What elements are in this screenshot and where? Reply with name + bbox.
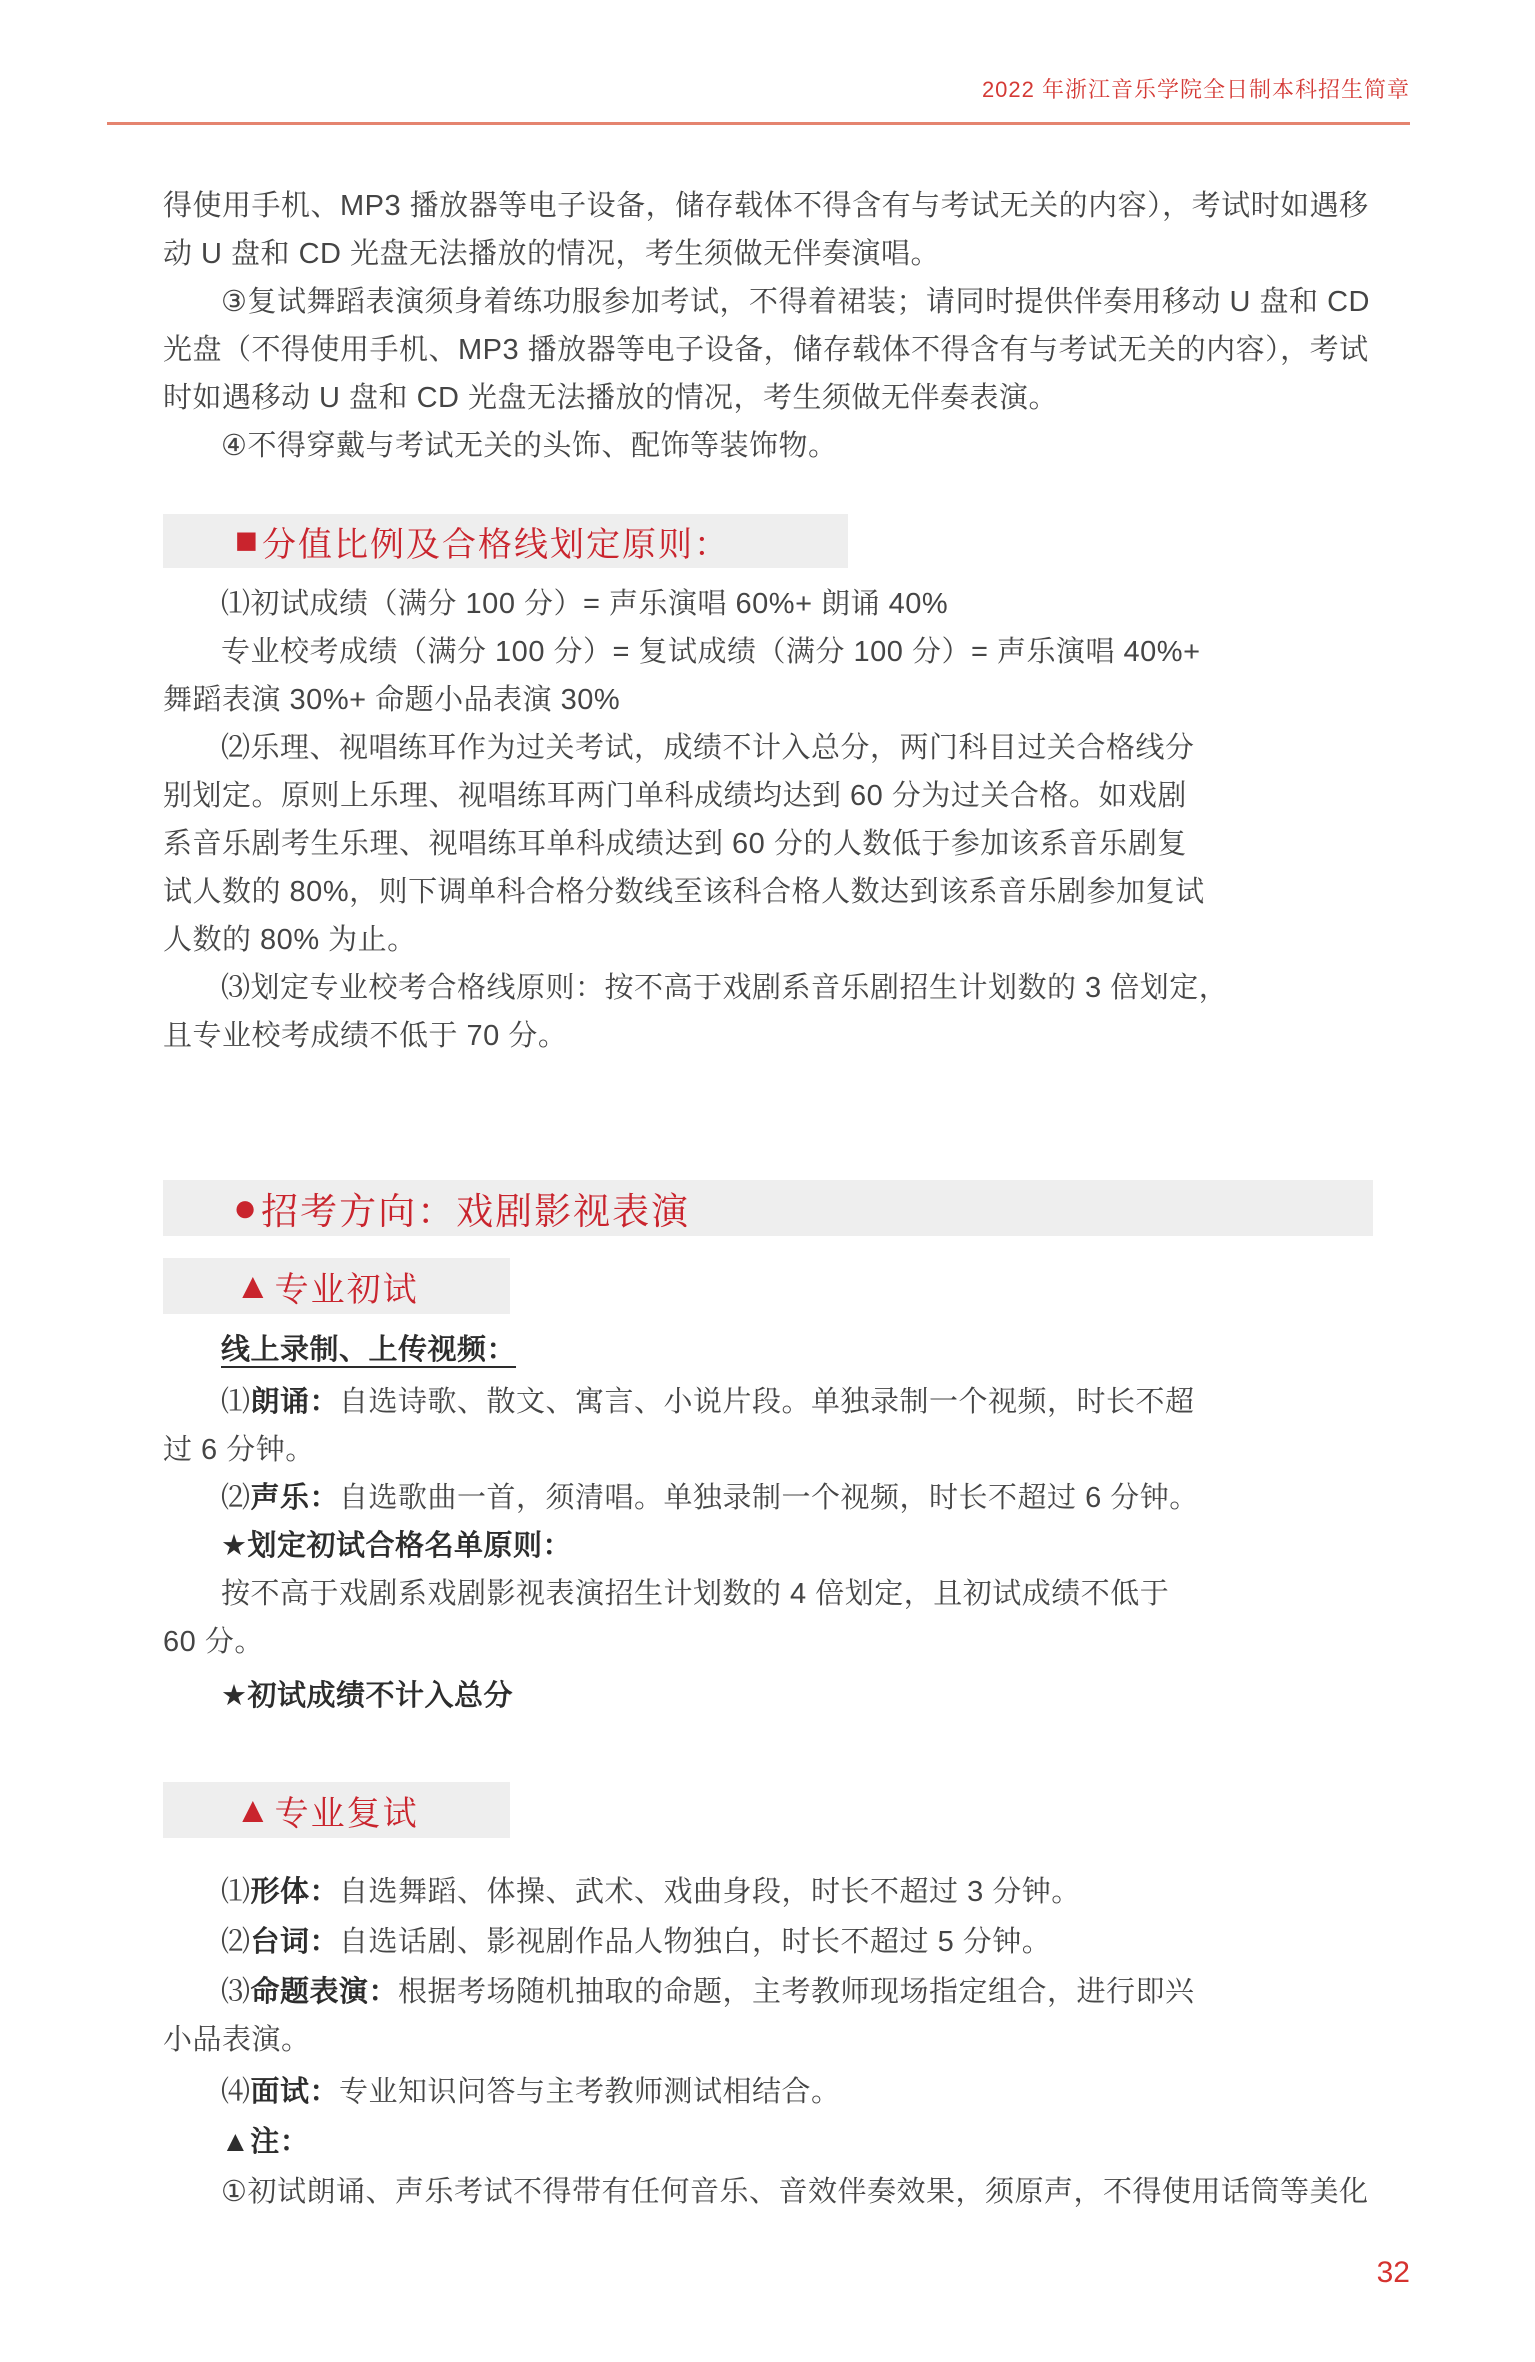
paragraph-vocal bbox=[163, 1474, 1443, 1522]
paragraph-continuation bbox=[163, 182, 1443, 278]
body-line-bold: ▲注： bbox=[221, 2126, 310, 2158]
body-line: 专业校考成绩（满分 100 分）= 复试成绩（满分 100 分）= 声乐演唱 40%+ bbox=[221, 636, 1201, 668]
body-line bbox=[163, 1968, 1443, 2016]
note-heading bbox=[163, 2118, 1443, 2166]
body-line: 小品表演。 bbox=[163, 2024, 311, 2056]
section-banner-title: 专业复试 bbox=[274, 1794, 419, 1833]
paragraph-note-1 bbox=[163, 2168, 1443, 2216]
online-upload-note bbox=[163, 1326, 1443, 1374]
body-line: ④不得穿戴与考试无关的头饰、配饰等装饰物。 bbox=[221, 430, 838, 462]
paragraph-interview bbox=[163, 2068, 1443, 2116]
paragraph-body-movement bbox=[163, 1868, 1443, 1916]
section-banner-second-round bbox=[163, 1782, 510, 1838]
paragraph-lines bbox=[163, 1918, 1443, 1966]
body-line bbox=[163, 1474, 1443, 1522]
item-number: ⑵ bbox=[221, 1926, 251, 1958]
square-bullet-icon: ■ bbox=[235, 520, 258, 562]
body-line: ⑴初试成绩（满分 100 分）= 声乐演唱 60%+ 朗诵 40% bbox=[221, 588, 949, 620]
triangle-bullet-icon: ▲ bbox=[235, 1265, 271, 1306]
item-text: 专业知识问答与主考教师测试相结合。 bbox=[339, 2076, 841, 2108]
body-line: ⑶划定专业校考合格线原则：按不高于戏剧系音乐剧招生计划数的 3 倍划定， bbox=[221, 972, 1229, 1004]
body-line: 按不高于戏剧系戏剧影视表演招生计划数的 4 倍划定，且初试成绩不低于 bbox=[221, 1578, 1170, 1610]
item-text: 自选歌曲一首，须清唱。单独录制一个视频，时长不超过 6 分钟。 bbox=[339, 1482, 1199, 1514]
paragraph-score-1 bbox=[163, 580, 1443, 628]
section-banner-title: 分值比例及合格线划定原则： bbox=[261, 525, 730, 564]
body-line: 得使用手机、MP3 播放器等电子设备，储存载体不得含有与考试无关的内容），考试时如遇移 bbox=[163, 190, 1369, 222]
body-line bbox=[163, 1378, 1443, 1426]
body-line: 且专业校考成绩不低于 70 分。 bbox=[163, 1020, 568, 1052]
body-line: ③复试舞蹈表演须身着练功服参加考试，不得着裙装；请同时提供伴奏用移动 U 盘和 CD bbox=[221, 286, 1370, 318]
body-line bbox=[163, 1868, 1443, 1916]
item-text: 根据考场随机抽取的命题，主考教师现场指定组合，进行即兴 bbox=[398, 1976, 1195, 2008]
body-line-bold: ★划定初试合格名单原则： bbox=[221, 1530, 572, 1562]
body-line: 试人数的 80%，则下调单科合格分数线至该科合格人数达到该系音乐剧参加复试 bbox=[163, 876, 1205, 908]
item-label: 台词： bbox=[250, 1926, 340, 1958]
item-label: 声乐： bbox=[250, 1482, 340, 1514]
item-label: 面试： bbox=[250, 2076, 340, 2108]
paragraph-recitation bbox=[163, 1378, 1443, 1474]
body-line: 人数的 80% 为止。 bbox=[163, 924, 417, 956]
item-text: 自选话剧、影视剧作品人物独白，时长不超过 5 分钟。 bbox=[339, 1926, 1052, 1958]
section-banner-first-round bbox=[163, 1258, 510, 1314]
paragraph-score-2 bbox=[163, 724, 1443, 964]
body-line: 过 6 分钟。 bbox=[163, 1434, 315, 1466]
body-line: 系音乐剧考生乐理、视唱练耳单科成绩达到 60 分的人数低于参加该系音乐剧复 bbox=[163, 828, 1187, 860]
item-number: ⑷ bbox=[221, 2076, 251, 2108]
section-banner-title: 招考方向：戏剧影视表演 bbox=[261, 1191, 691, 1232]
header-divider-line bbox=[107, 122, 1410, 125]
body-line: 动 U 盘和 CD 光盘无法播放的情况，考生须做无伴奏演唱。 bbox=[163, 238, 941, 270]
star-rule-heading bbox=[163, 1522, 1443, 1570]
item-label: 形体： bbox=[250, 1876, 340, 1908]
item-number: ⑶ bbox=[221, 1976, 251, 2008]
paragraph-first-round-rule bbox=[163, 1570, 1443, 1666]
body-line: ⑵乐理、视唱练耳作为过关考试，成绩不计入总分，两门科目过关合格线分 bbox=[221, 732, 1195, 764]
body-line: 别划定。原则上乐理、视唱练耳两门单科成绩均达到 60 分为过关合格。如戏剧 bbox=[163, 780, 1187, 812]
paragraph-score-3 bbox=[163, 964, 1443, 1060]
body-line bbox=[163, 1918, 1443, 1966]
section-banner-score-rules bbox=[163, 514, 848, 568]
page-number: 32 bbox=[1376, 2256, 1410, 2289]
body-line: 舞蹈表演 30%+ 命题小品表演 30% bbox=[163, 684, 621, 716]
body-line: 时如遇移动 U 盘和 CD 光盘无法播放的情况，考生须做无伴奏表演。 bbox=[163, 382, 1059, 414]
paragraph-item-3 bbox=[163, 278, 1443, 422]
paragraph-score-formula bbox=[163, 628, 1443, 724]
underlined-heading: 线上录制、上传视频： bbox=[221, 1334, 517, 1366]
item-text: 自选舞蹈、体操、武术、戏曲身段，时长不超过 3 分钟。 bbox=[339, 1876, 1081, 1908]
item-label: 命题表演： bbox=[250, 1976, 399, 2008]
section-banner-direction bbox=[163, 1180, 1373, 1236]
section-banner-title: 专业初试 bbox=[274, 1270, 419, 1309]
item-number: ⑴ bbox=[221, 1386, 251, 1418]
item-number: ⑴ bbox=[221, 1876, 251, 1908]
body-line-bold: ★初试成绩不计入总分 bbox=[221, 1680, 513, 1712]
item-label: 朗诵： bbox=[250, 1386, 340, 1418]
triangle-bullet-icon: ▲ bbox=[235, 1789, 271, 1830]
body-line: 光盘（不得使用手机、MP3 播放器等电子设备，储存载体不得含有与考试无关的内容），考试 bbox=[163, 334, 1369, 366]
item-number: ⑵ bbox=[221, 1482, 251, 1514]
page-header-title: 2022 年浙江音乐学院全日制本科招生简章 bbox=[981, 77, 1410, 102]
paragraph-item-4 bbox=[163, 422, 1443, 470]
body-line bbox=[163, 2068, 1443, 2116]
paragraph-improv bbox=[163, 1968, 1443, 2064]
item-text: 自选诗歌、散文、寓言、小说片段。单独录制一个视频，时长不超 bbox=[339, 1386, 1195, 1418]
body-line: 60 分。 bbox=[163, 1626, 264, 1658]
star-note-heading bbox=[163, 1672, 1443, 1720]
circle-bullet-icon: ● bbox=[233, 1186, 258, 1230]
body-line: ①初试朗诵、声乐考试不得带有任何音乐、音效伴奏效果，须原声，不得使用话筒等美化 bbox=[221, 2176, 1369, 2208]
